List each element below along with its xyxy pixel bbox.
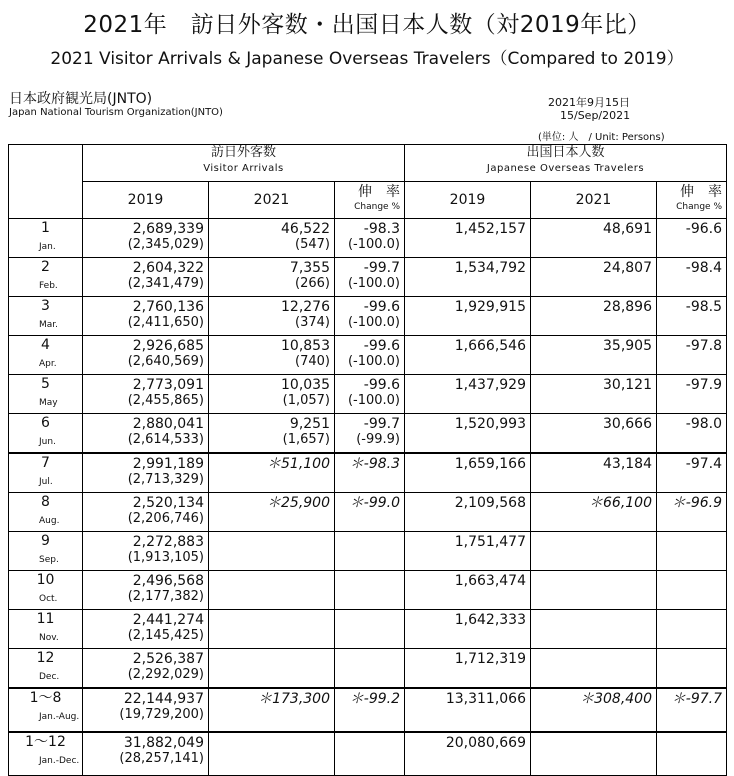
value-prev: (-100.0) [347,276,400,291]
visitor-2019-cell [83,336,209,375]
value-prev: (28,257,141) [119,751,204,766]
visitor-group-header [83,145,405,182]
value: 1,437,929 [454,377,526,393]
visitor-2021-cell [209,258,335,297]
japanese-2021-cell [531,375,657,414]
value: ＊-99.2 [349,691,400,707]
japanese-change-cell [657,610,727,649]
value: 48,691 [603,221,652,237]
month-cell [9,532,83,571]
visitor-change-cell [335,375,405,414]
month-label: 10 [36,572,55,588]
japanese-2019-cell [405,610,531,649]
value: ＊-98.3 [349,456,400,472]
visitor-2021-header: 2021 [209,182,335,219]
value-prev: (2,640,569) [127,354,204,369]
value-prev: (1,057) [282,393,330,408]
visitor-2019-cell [83,571,209,610]
visitor-2019-cell [83,414,209,454]
month-cell [9,414,83,454]
value: 1,712,319 [454,651,526,667]
table-row [9,610,727,649]
japanese-2019-cell [405,375,531,414]
table-row [9,336,727,375]
month-label: 12 [36,650,55,666]
month-label-en: Jan.-Aug. [39,712,80,722]
value: -98.4 [685,260,723,276]
value: 2,880,041 [132,416,204,432]
month-header [9,145,83,219]
japanese-change-cell [657,414,727,454]
value-prev: (-100.0) [347,354,400,369]
japanese-change-cell [657,375,727,414]
value-prev: (2,206,746) [127,511,204,526]
value: 2,441,274 [132,612,204,628]
japanese-2021-cell [531,414,657,454]
value-prev: (1,913,105) [127,550,204,565]
japanese-2019-header: 2019 [405,182,531,219]
org-name-en: Japan National Tourism Organization(JNTO) [9,107,223,118]
value: 1,663,474 [454,573,526,589]
japanese-2019-cell [405,571,531,610]
visitor-change-cell [335,649,405,689]
month-label: 1 [41,220,50,236]
month-label-en: Apr. [39,359,57,369]
visitor-2021-cell [209,453,335,493]
value: 2,109,568 [454,495,526,511]
value: 10,853 [281,338,330,354]
japanese-group-jp: 出国日本人数 [526,145,605,160]
table-row [9,571,727,610]
visitor-2019-cell [83,649,209,689]
month-cell [9,453,83,493]
value: -97.9 [685,377,723,393]
value: -97.4 [685,456,723,472]
month-cell [9,297,83,336]
value: 1,452,157 [454,221,526,237]
value-prev: (-100.0) [347,237,400,252]
value-prev: (740) [295,354,330,369]
month-cell [9,571,83,610]
japanese-change-cell [657,336,727,375]
value: 31,882,049 [123,735,204,751]
value-prev: (374) [295,315,330,330]
value: -99.6 [363,338,400,354]
japanese-2019-cell [405,493,531,532]
japanese-change-cell [657,297,727,336]
value: 1,520,993 [454,416,526,432]
month-label-en: Aug. [39,516,60,526]
visitor-2019-cell [83,610,209,649]
value: -99.6 [363,377,400,393]
japanese-2021-cell [531,336,657,375]
month-label: 2 [41,259,50,275]
visitor-change-cell [335,532,405,571]
month-cell [9,493,83,532]
visitor-change-cell [335,732,405,776]
visitor-2019-cell [83,297,209,336]
value: -99.7 [363,416,400,432]
month-label-en: Feb. [39,281,58,291]
japanese-2019-cell [405,297,531,336]
value-prev: (547) [295,237,330,252]
value: ＊25,900 [267,495,330,511]
japanese-change-cell [657,219,727,258]
japanese-2019-cell [405,532,531,571]
japanese-2021-cell [531,532,657,571]
visitor-group-en: Visitor Arrivals [203,163,284,174]
month-label-en: Oct. [39,594,58,604]
value: 30,121 [603,377,652,393]
value: -98.0 [685,416,723,432]
visitor-2021-cell [209,375,335,414]
japanese-2019-cell [405,219,531,258]
visitor-2021-cell [209,532,335,571]
visitor-2021-cell [209,336,335,375]
visitor-2019-cell [83,219,209,258]
month-label: 9 [41,533,50,549]
visitor-2019-cell [83,532,209,571]
visitor-change-cell [335,258,405,297]
value: 43,184 [603,456,652,472]
visitor-change-en: Change % [354,202,400,212]
japanese-2021-header: 2021 [531,182,657,219]
value: ＊-97.7 [671,691,723,707]
value: 24,807 [603,260,652,276]
month-cell [9,219,83,258]
value: 1,534,792 [454,260,526,276]
date-jp: 2021年9月15日 [548,96,630,109]
visitor-2019-cell [83,375,209,414]
value: 2,272,883 [132,534,204,550]
japanese-2019-cell [405,336,531,375]
month-cell [9,610,83,649]
visitor-2019-cell [83,493,209,532]
value: -98.5 [685,299,723,315]
value-prev: (266) [295,276,330,291]
japanese-2021-cell [531,688,657,732]
japanese-2021-cell [531,493,657,532]
visitor-2019-cell [83,453,209,493]
visitor-2019-cell [83,732,209,776]
table-row [9,453,727,493]
visitor-2021-cell [209,688,335,732]
value-prev: (2,177,382) [127,589,204,604]
month-label: 1～12 [25,734,66,750]
value: 1,751,477 [454,534,526,550]
value: ＊51,100 [267,456,330,472]
month-label: 3 [41,298,50,314]
month-label: 8 [41,494,50,510]
month-cell [9,649,83,689]
japanese-2019-cell [405,688,531,732]
value: 30,666 [603,416,652,432]
value: 2,689,339 [132,221,204,237]
table-row [9,414,727,454]
value: 22,144,937 [123,691,204,707]
value: 2,520,134 [132,495,204,511]
value: 35,905 [603,338,652,354]
value: 12,276 [281,299,330,315]
visitor-2019-cell [83,258,209,297]
value: 28,896 [603,299,652,315]
visitor-change-cell [335,453,405,493]
japanese-2021-cell [531,453,657,493]
month-cell [9,688,83,732]
month-label-en: Jan. [39,242,56,252]
value-prev: (2,455,865) [127,393,204,408]
date-en: 15/Sep/2021 [560,109,631,122]
page-title-jp: 2021年 訪日外客数・出国日本人数（対2019年比） [83,12,651,38]
value-prev: (2,411,650) [127,315,204,330]
table-row [9,258,727,297]
japanese-2019-cell [405,414,531,454]
value: 2,926,685 [132,338,204,354]
japanese-2019-cell [405,732,531,776]
value: 10,035 [281,377,330,393]
value: 2,760,136 [132,299,204,315]
value: 7,355 [289,260,330,276]
value: 9,251 [289,416,330,432]
table-row [9,375,727,414]
japanese-group-en: Japanese Overseas Travelers [486,163,645,174]
visitor-change-jp: 伸 率 [358,184,400,200]
value-prev: (2,341,479) [127,276,204,291]
value-prev: (-99.9) [356,432,400,447]
month-label-en: Jan.-Dec. [39,756,80,766]
value: 2,496,568 [132,573,204,589]
visitor-change-cell [335,414,405,454]
japanese-change-header [657,182,727,219]
value: 2,526,387 [132,651,204,667]
visitor-2021-cell [209,493,335,532]
japanese-change-cell [657,453,727,493]
month-label-en: Nov. [39,633,59,643]
value-prev: (2,292,029) [127,667,204,682]
table-row [9,219,727,258]
value-prev: (2,713,329) [127,472,204,487]
value: 1,642,333 [454,612,526,628]
value: -98.3 [363,221,400,237]
value: 2,773,091 [132,377,204,393]
japanese-2021-cell [531,258,657,297]
month-cell [9,258,83,297]
visitor-change-cell [335,297,405,336]
visitor-change-cell [335,688,405,732]
visitor-2021-cell [209,414,335,454]
value: -99.7 [363,260,400,276]
value: 2,604,322 [132,260,204,276]
value-prev: (1,657) [282,432,330,447]
visitor-group-jp: 訪日外客数 [210,145,276,160]
month-label-en: Jun. [39,437,56,447]
unit-label: (単位: 人 / Unit: Persons) [538,132,665,143]
japanese-change-cell [657,688,727,732]
month-label: 1～8 [29,690,62,706]
page-title-en: 2021 Visitor Arrivals & Japanese Overseas Travelers（Compared to 2019） [50,49,684,69]
visitor-change-cell [335,219,405,258]
japanese-change-cell [657,732,727,776]
value: 1,666,546 [454,338,526,354]
value: 13,311,066 [445,691,526,707]
japanese-2021-cell [531,610,657,649]
japanese-2021-cell [531,571,657,610]
japanese-change-cell [657,258,727,297]
japanese-2019-cell [405,258,531,297]
value: 1,659,166 [454,456,526,472]
month-label: 6 [41,415,50,431]
month-label-en: Sep. [39,555,59,565]
japanese-change-en: Change % [676,202,723,212]
org-name-jp: 日本政府観光局(JNTO) [9,91,153,107]
table-row [9,649,727,689]
visitor-2021-cell [209,297,335,336]
japanese-2019-cell [405,649,531,689]
visitor-change-cell [335,610,405,649]
value: ＊-99.0 [349,495,400,511]
visitor-change-header [335,182,405,219]
visitor-2021-cell [209,649,335,689]
value-prev: (2,614,533) [127,432,204,447]
japanese-2021-cell [531,649,657,689]
value: ＊66,100 [589,495,652,511]
table-row [9,297,727,336]
visitor-change-cell [335,493,405,532]
table-row [9,732,727,776]
value-prev: (-100.0) [347,393,400,408]
visitor-change-cell [335,571,405,610]
month-label: 11 [36,611,55,627]
japanese-2021-cell [531,219,657,258]
japanese-2019-cell [405,453,531,493]
value: ＊308,400 [580,691,652,707]
value-prev: (2,145,425) [127,628,204,643]
value: 46,522 [281,221,330,237]
value: ＊-96.9 [671,495,723,511]
month-label-en: Mar. [39,320,59,330]
visitor-2021-cell [209,219,335,258]
japanese-change-cell [657,649,727,689]
value: ＊173,300 [258,691,330,707]
table-row [9,688,727,732]
value: 2,991,189 [132,456,204,472]
visitor-2019-header: 2019 [83,182,209,219]
table-row [9,532,727,571]
table-row [9,493,727,532]
japanese-change-jp: 伸 率 [680,184,723,200]
visitor-2019-cell [83,688,209,732]
month-label-en: Dec. [39,672,60,682]
month-cell [9,732,83,776]
value-prev: (2,345,029) [127,237,204,252]
month-cell [9,336,83,375]
value: 20,080,669 [445,735,526,751]
japanese-change-cell [657,493,727,532]
value: 1,929,915 [454,299,526,315]
value: -97.8 [685,338,723,354]
value-prev: (-100.0) [347,315,400,330]
month-cell [9,375,83,414]
value-prev: (19,729,200) [119,707,204,722]
value: -96.6 [685,221,723,237]
statistics-table [8,144,727,776]
month-label: 5 [41,376,50,392]
month-label: 7 [41,455,50,471]
visitor-change-cell [335,336,405,375]
japanese-group-header [405,145,727,182]
month-label-en: May [39,398,58,408]
visitor-2021-cell [209,610,335,649]
value: -99.6 [363,299,400,315]
visitor-2021-cell [209,732,335,776]
japanese-2021-cell [531,732,657,776]
japanese-change-cell [657,532,727,571]
japanese-2021-cell [531,297,657,336]
month-label: 4 [41,337,50,353]
japanese-change-cell [657,571,727,610]
month-label-en: Jul. [39,477,53,487]
visitor-2021-cell [209,571,335,610]
